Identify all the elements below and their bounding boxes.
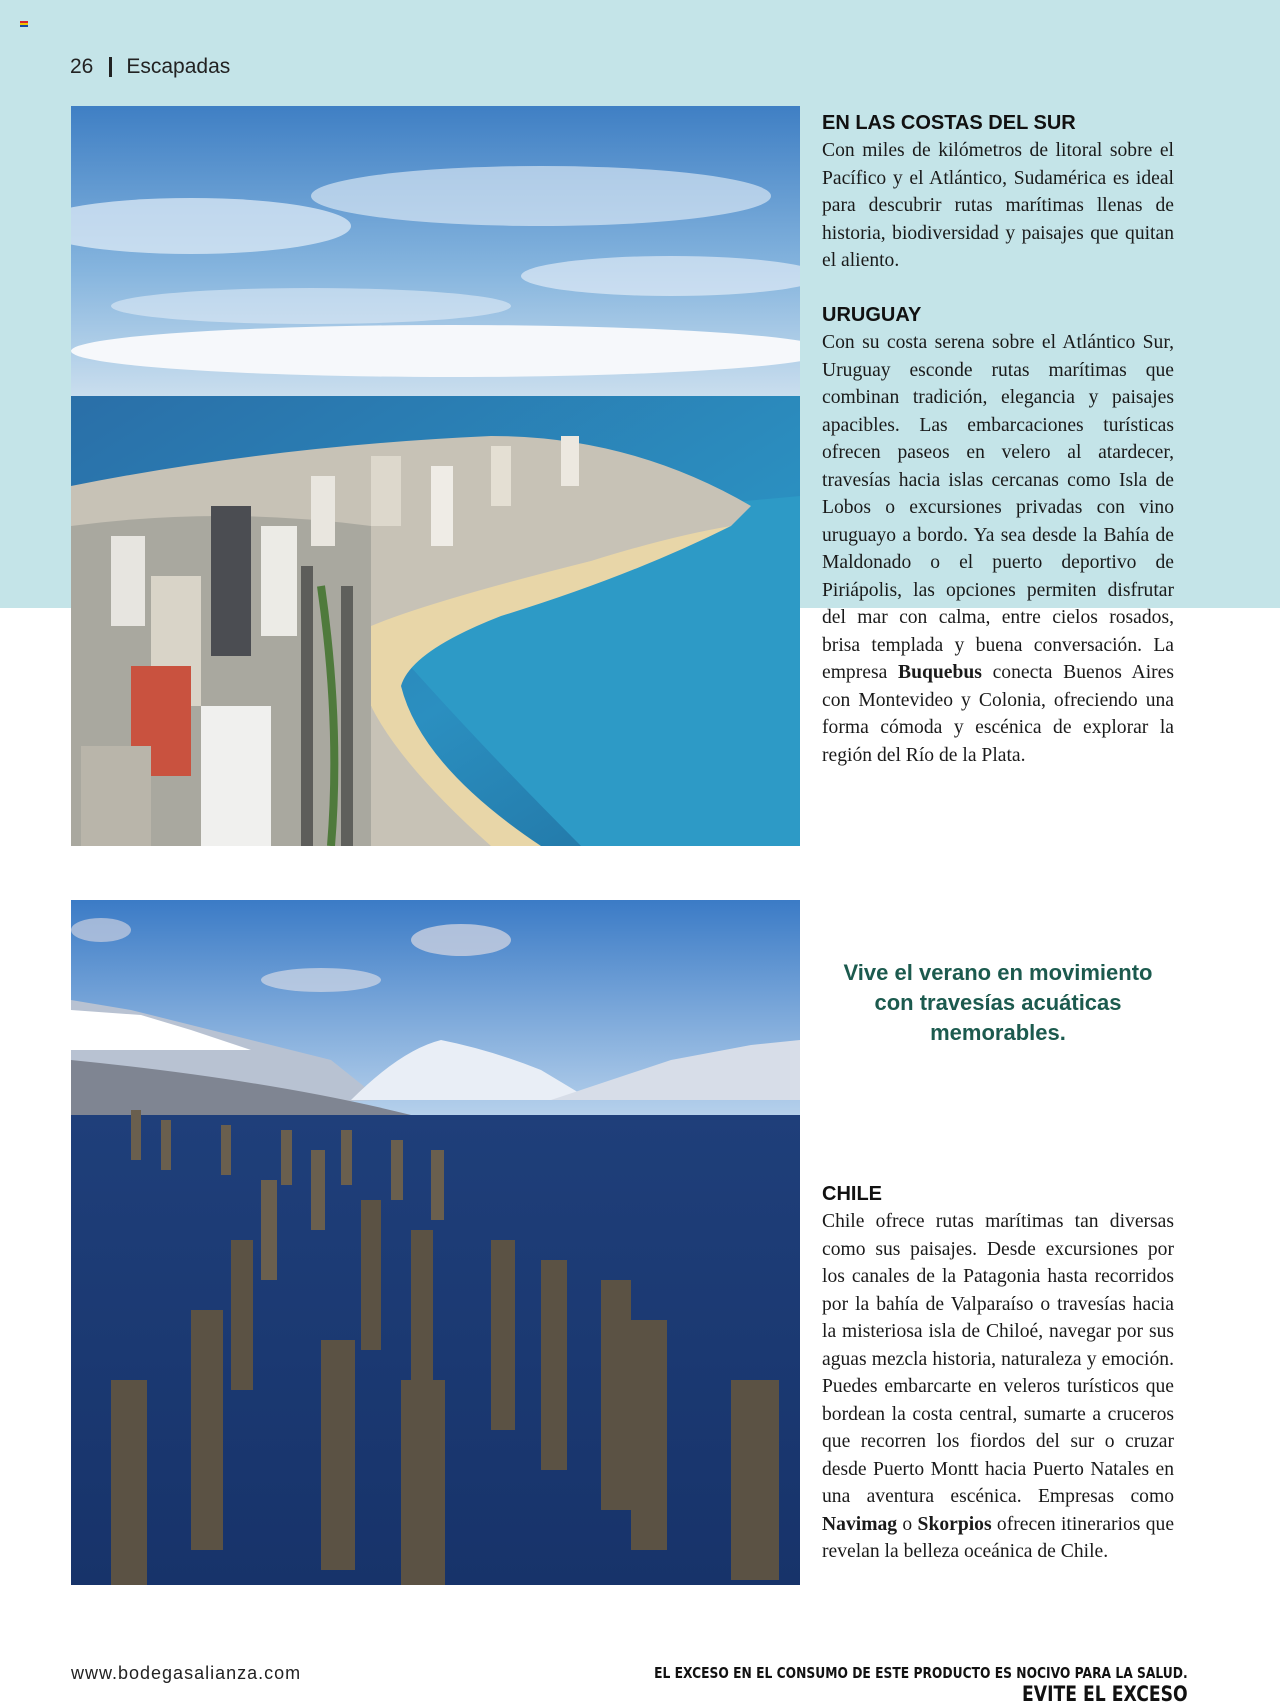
intro-section bbox=[822, 110, 1174, 275]
chile-connector: o bbox=[897, 1513, 918, 1535]
uruguay-section bbox=[822, 302, 1174, 769]
chile-section bbox=[822, 1181, 1174, 1566]
health-warning-line-2: EVITE EL EXCESO bbox=[1022, 1682, 1188, 1706]
health-warning-line-1: EL EXCESO EN EL CONSUMO DE ESTE PRODUCTO ES NOCIVO PARA LA SALUD. bbox=[654, 1664, 1188, 1682]
uruguay-coast-photo bbox=[71, 106, 800, 846]
flag-icon bbox=[20, 21, 28, 27]
chile-paragraph bbox=[822, 1208, 1174, 1566]
uruguay-text-1: Con su costa serena sobre el Atlántico Sur, Uruguay esconde rutas marítimas que combinan tradición, elegancia y paisajes apacibles. Las embarcaciones turísticas ofrecen paseos en velero al atardecer, travesías hacia islas cercanas como Isla de Lobos o excursiones privadas con vino uruguayo a bordo. Ya sea desde la Bahía de Maldonado o el puerto deportivo de Piriápolis, las opciones permiten disfrutar del mar con calma, entre cielos rosados, brisa templada y buena conversación. La empresa bbox=[822, 332, 1174, 683]
section-title: Escapadas bbox=[126, 55, 231, 78]
uruguay-text-2: conecta Buenos Aires con Montevideo y Colonia, ofreciendo una forma cómoda y escénica de explorar la región del Río de la Plata. bbox=[822, 662, 1174, 766]
page-number: 26 bbox=[70, 55, 94, 78]
pull-quote: Vive el verano en movimiento con travesías acuáticas memorables. bbox=[843, 960, 1153, 1045]
uruguay-paragraph bbox=[822, 329, 1174, 769]
page-header bbox=[70, 52, 230, 82]
uruguay-company-buquebus: Buquebus bbox=[898, 662, 982, 683]
header-divider bbox=[109, 57, 112, 77]
chile-company-navimag: Navimag bbox=[822, 1513, 898, 1535]
intro-paragraph: Con miles de kilómetros de litoral sobre el Pacífico y el Atlántico, Sudamérica es ideal para descubrir rutas marítimas llenas de historia, biodiversidad y paisajes que quitan el aliento. bbox=[822, 140, 1174, 271]
intro-heading: EN LAS COSTAS DEL SUR bbox=[822, 112, 1076, 134]
health-warning bbox=[654, 1664, 1188, 1706]
footer-website: www.bodegasalianza.com bbox=[71, 1663, 302, 1683]
chile-company-skorpios: Skorpios bbox=[917, 1513, 992, 1535]
uruguay-heading: URUGUAY bbox=[822, 304, 922, 326]
chile-heading: CHILE bbox=[822, 1183, 882, 1205]
chile-text-2: ofrecen itinerarios que revelan la belleza oceánica de Chile. bbox=[822, 1513, 1175, 1562]
chile-pier-photo bbox=[71, 900, 800, 1585]
chile-text-1: Chile ofrece rutas marítimas tan diversas como sus paisajes. Desde excursiones por los canales de la Patagonia hasta recorridos por la bahía de Valparaíso o travesías hacia la misteriosa isla de Chiloé, navegar por sus aguas mezcla historia, naturaleza y emoción. Puedes embarcarte en veleros turísticos que bordean la costa central, sumarte a cruceros que recorren los fiordos del sur o cruzar desde Puerto Montt hacia Puerto Natales en una aventura escénica. Empresas como bbox=[822, 1211, 1174, 1507]
